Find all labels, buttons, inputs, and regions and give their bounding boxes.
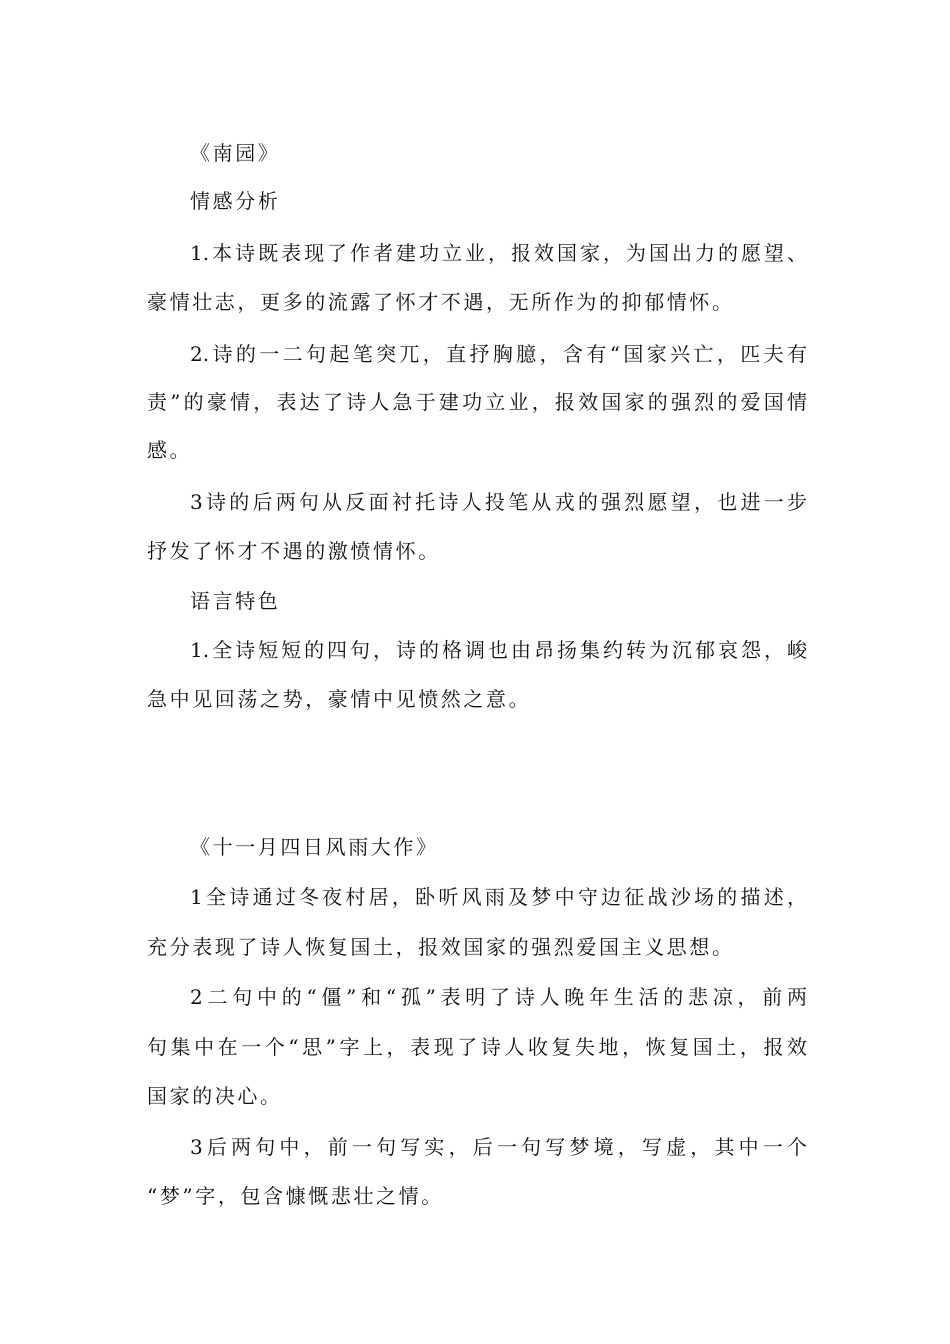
emotion-analysis-heading: 情感分析 (190, 189, 281, 213)
paragraph-line: 2.诗的一二句起笔突兀，直抒胸臆，含有“国家兴亡，匹夫有 (190, 342, 807, 366)
paragraph-line: 3诗的后两句从反面衬托诗人投笔从戎的强烈愿望，也进一步 (190, 490, 807, 514)
poem-title-nanyuan: 《南园》 (190, 141, 281, 165)
paragraph-line: 豪情壮志，更多的流露了怀才不遇，无所作为的抑郁情怀。 (147, 290, 735, 314)
paragraph-line: 责”的豪情，表达了诗人急于建功立业，报效国家的强烈的爱国情 (147, 390, 807, 414)
paragraph-line: 急中见回荡之势，豪情中见愤然之意。 (147, 687, 532, 711)
paragraph-line: 感。 (147, 438, 193, 462)
paragraph-line: 1全诗通过冬夜村居，卧听风雨及梦中守边征战沙场的描述， (190, 885, 807, 909)
paragraph-line: 国家的决心。 (147, 1084, 283, 1108)
paragraph-line: 1.本诗既表现了作者建功立业，报效国家，为国出力的愿望、 (190, 241, 807, 265)
poem-title-storm: 《十一月四日风雨大作》 (190, 835, 439, 859)
paragraph-line: 3后两句中，前一句写实，后一句写梦境，写虚，其中一个 (190, 1135, 807, 1159)
paragraph-line: 2二句中的“僵”和“孤”表明了诗人晚年生活的悲凉，前两 (190, 985, 807, 1009)
paragraph-line: “梦”字，包含慷慨悲壮之情。 (147, 1184, 444, 1208)
paragraph-line: 句集中在一个“思”字上，表现了诗人收复失地，恢复国土，报效 (147, 1035, 807, 1059)
language-features-heading: 语言特色 (190, 589, 281, 613)
paragraph-line: 充分表现了诗人恢复国土，报效国家的强烈爱国主义思想。 (147, 935, 735, 959)
paragraph-line: 抒发了怀才不遇的激愤情怀。 (147, 539, 441, 563)
paragraph-line: 1.全诗短短的四句，诗的格调也由昂扬集约转为沉郁哀怨，峻 (190, 638, 807, 662)
